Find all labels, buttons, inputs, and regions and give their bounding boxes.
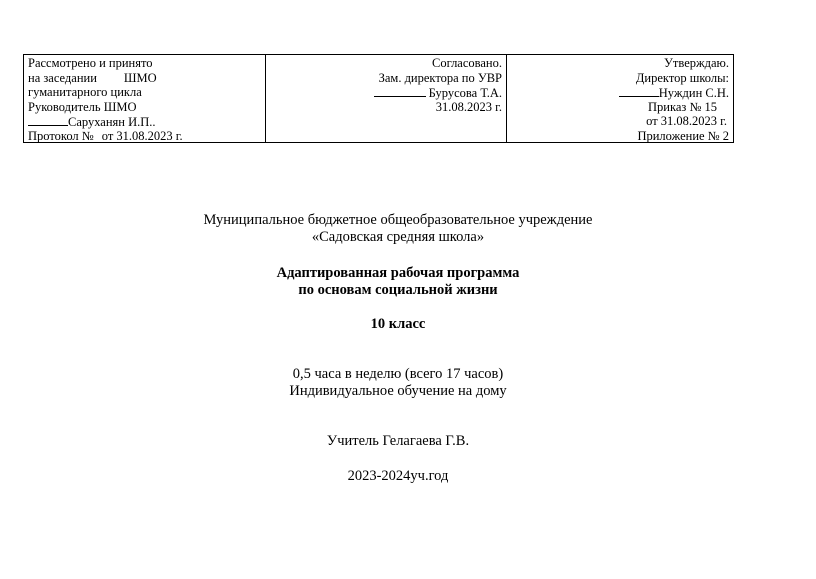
approval-table	[23, 54, 734, 143]
teacher-name: Учитель Гелагаева Г.В.	[326, 433, 470, 449]
approval-agreed-column	[265, 55, 506, 142]
signature-line	[28, 114, 68, 126]
program-title-line-1: Адаптированная рабочая программа	[276, 265, 520, 281]
institution-name	[0, 212, 796, 246]
program-title-line-2: по основам социальной жизни	[298, 282, 498, 298]
approved-order: Приказ № 15	[647, 99, 717, 114]
considered-head-signature: Саруханян И.П..	[28, 114, 261, 129]
grade-label: 10 класс	[370, 316, 426, 332]
considered-meeting: на заседании ШМО	[28, 70, 157, 85]
schedule-info	[0, 366, 796, 400]
approval-approved-column	[506, 55, 733, 142]
approved-position: Директор школы:	[635, 70, 729, 85]
hours-per-week: 0,5 часа в неделю (всего 17 часов)	[292, 366, 504, 382]
signature-line	[619, 85, 659, 97]
considered-head-title: Руководитель ШМО	[28, 99, 137, 114]
agreed-date: 31.08.2023 г.	[435, 99, 502, 114]
approval-considered-column	[24, 55, 265, 142]
school-year: 2023-2024уч.год	[347, 468, 449, 484]
approved-heading: Утверждаю.	[664, 56, 729, 70]
considered-heading: Рассмотрено и принято	[28, 56, 153, 70]
agreed-heading: Согласовано.	[431, 56, 502, 70]
approved-signature: Нуждин С.Н.	[511, 85, 729, 100]
signature-line	[374, 85, 426, 97]
considered-protocol: Протокол № от 31.08.2023 г.	[28, 128, 183, 143]
institution-line-2: «Садовская средняя школа»	[311, 229, 485, 245]
approved-order-date: от 31.08.2023 г.	[646, 114, 727, 129]
considered-cycle: гуманитарного цикла	[28, 85, 142, 100]
institution-line-1: Муниципальное бюджетное общеобразовательное учреждение	[203, 212, 593, 228]
program-title	[0, 265, 796, 299]
agreed-position: Зам. директора по УВР	[378, 70, 502, 85]
agreed-signature: Бурусова Т.А.	[270, 85, 502, 100]
approved-appendix: Приложение № 2	[637, 128, 729, 143]
study-mode: Индивидуальное обучение на дому	[289, 383, 507, 399]
